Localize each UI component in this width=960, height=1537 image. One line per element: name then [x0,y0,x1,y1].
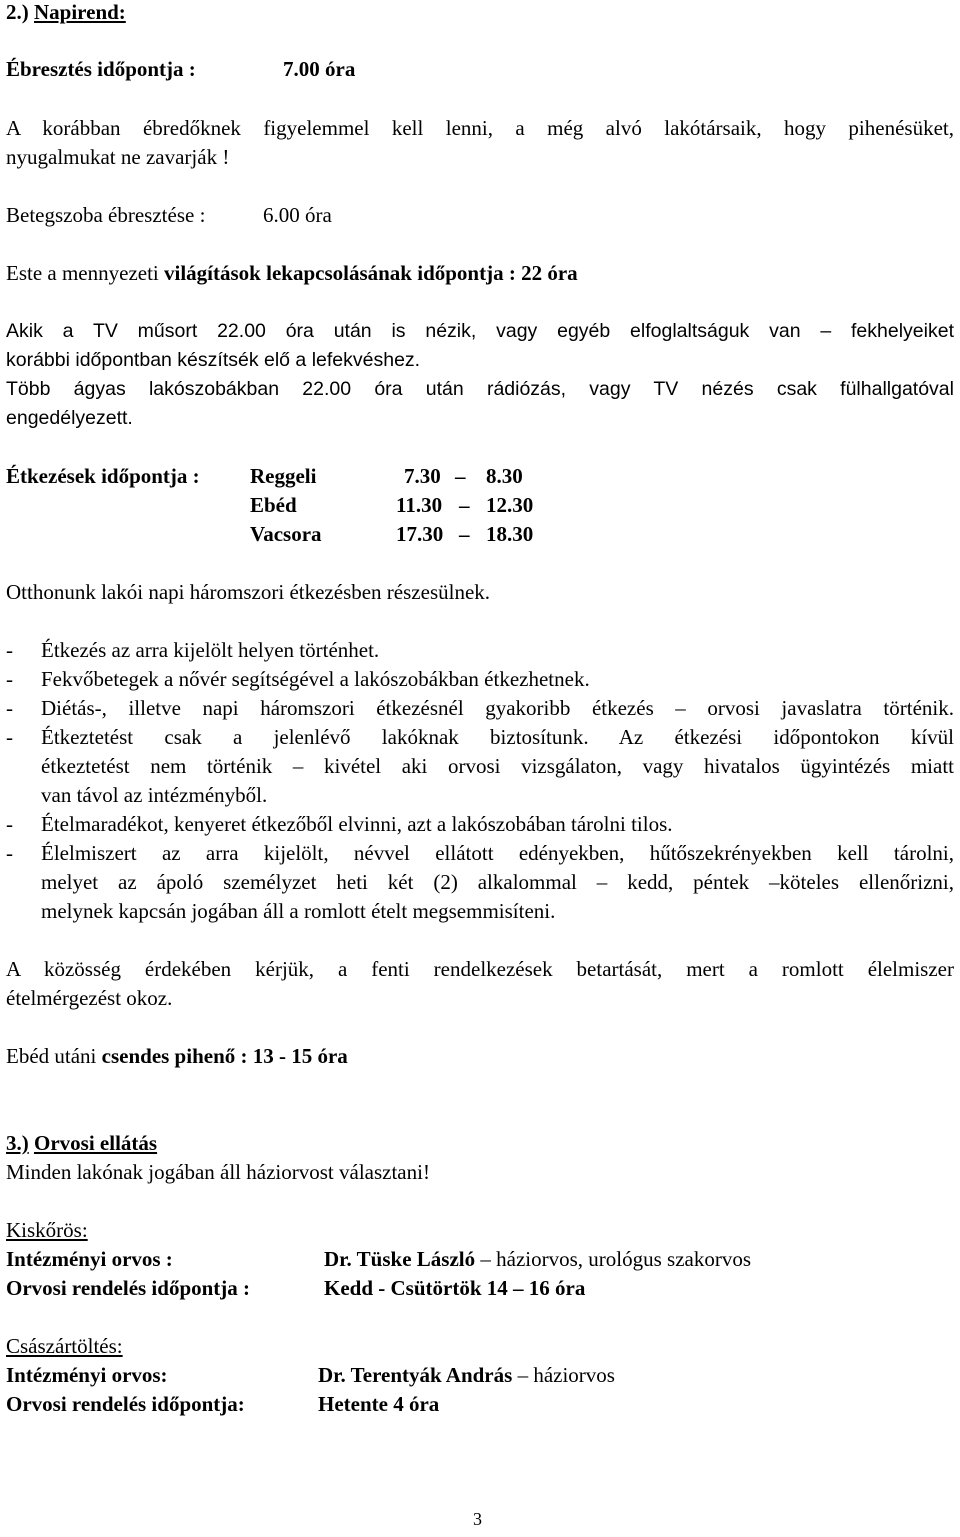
meal-sep-dinner: – [459,522,470,546]
doctor-line [324,1247,751,1271]
meal-from-breakfast: 7.30 [404,464,441,488]
meals-note: Otthonunk lakói napi háromszori étkezésben részesülnek. [6,580,491,604]
tv-line-2: korábbi időpontban készítsék elő a lefekvéshez. [6,349,421,371]
early-risers-line-1: A korábban ébredőknek figyelemmel kell lenni, a még alvó lakótársaik, hogy pihenésüket, [6,116,954,140]
doctor-line [318,1363,615,1387]
section-number: 2.) [6,0,29,24]
meal-to-breakfast: 8.30 [486,464,523,488]
meal-from-lunch: 11.30 [396,493,443,517]
doctor-role: – háziorvos [517,1363,615,1387]
bullet-5: Ételmaradékot, kenyeret étkezőből elvinni, azt a lakószobában tárolni tilos. [41,812,673,836]
bullet-dash: - [6,841,13,865]
meal-name-dinner: Vacsora [250,522,322,546]
site-name: Császártöltés: [6,1334,123,1358]
meal-sep-breakfast: – [455,464,466,488]
section-title: Napirend: [34,0,126,24]
rest-bold: csendes pihenő : 13 - 15 óra [101,1044,348,1068]
meal-from-dinner: 17.30 [396,522,444,546]
tv-line-3: Több ágyas lakószobákban 22.00 óra után rádiózás, vagy TV nézés csak fülhallgatóval [6,378,954,400]
bullet-4-line-1: Étkeztetést csak a jelenlévő lakóknak biztosítunk. Az étkezési időpontokon kívül [41,725,954,749]
meals-label: Étkezések időpontja : [6,464,200,488]
section-heading [6,0,126,24]
bullet-1: Étkezés az arra kijelölt helyen történhet. [41,638,380,662]
early-risers-line-2: nyugalmukat ne zavarják ! [6,145,230,169]
section-heading [6,1131,157,1155]
tv-line-1: Akik a TV műsort 22.00 óra után is nézik, vagy egyéb elfoglaltságuk van – fekhelyeiket [6,320,954,342]
rest-line [6,1044,348,1068]
tv-line-4: engedélyezett. [6,407,133,429]
doctor-name: Dr. Tüske László [324,1247,476,1271]
bullet-dash: - [6,667,13,691]
doctor-label: Intézményi orvos: [6,1363,168,1387]
sickroom-label: Betegszoba ébresztése : [6,203,206,227]
hours-value: Kedd - Csütörtök 14 – 16 óra [324,1276,586,1300]
sickroom-time: 6.00 óra [263,203,332,227]
meal-name-breakfast: Reggeli [250,464,317,488]
page-number: 3 [473,1509,482,1529]
bullet-4-line-3: van távol az intézményből. [41,783,268,807]
meal-name-lunch: Ebéd [250,493,297,517]
bullet-6-line-3: melynek kapcsán jogában áll a romlott ételt megsemmisíteni. [41,899,556,923]
wakeup-time: 7.00 óra [283,57,356,81]
section-number: 3.) [6,1131,29,1155]
section3-intro: Minden lakónak jogában áll háziorvost választani! [6,1160,430,1184]
bullet-dash: - [6,725,13,749]
wakeup-label: Ébresztés időpontja : [6,57,196,81]
bullet-3: Diétás-, illetve napi háromszori étkezésnél gyakoribb étkezés – orvosi javaslatra történik. [41,696,954,720]
bullet-6-line-1: Élelmiszert az arra kijelölt, névvel ellátott edényekben, hűtőszekrényekben kell tárolni, [41,841,954,865]
meal-sep-lunch: – [459,493,470,517]
hours-value: Hetente 4 óra [318,1392,440,1416]
bullet-6-line-2: melyet az ápoló személyzet heti két (2) alkalommal – kedd, péntek –köteles ellenőrizni, [41,870,954,894]
bullet-2: Fekvőbetegek a nővér segítségével a lakószobákban étkezhetnek. [41,667,590,691]
bullet-dash: - [6,812,13,836]
doctor-role: – háziorvos, urológus szakorvos [480,1247,751,1271]
lights-off-prefix: Este a mennyezeti [6,261,159,285]
doctor-label: Intézményi orvos : [6,1247,173,1271]
hours-label: Orvosi rendelés időpontja: [6,1392,245,1416]
site-name: Kiskőrös: [6,1218,88,1242]
community-line-2: ételmérgezést okoz. [6,986,173,1010]
section-title: Orvosi ellátás [34,1131,158,1155]
bullet-4-line-2: étkeztetést nem történik – kivétel aki orvosi vizsgálaton, vagy hivatalos ügyintézés miatt [41,754,954,778]
hours-label: Orvosi rendelés időpontja : [6,1276,251,1300]
meal-to-lunch: 12.30 [486,493,534,517]
lights-off-bold: világítások lekapcsolásának időpontja : 22 óra [164,261,578,285]
community-line-1: A közösség érdekében kérjük, a fenti rendelkezések betartását, mert a romlott élelmiszer [6,957,954,981]
lights-off-line [6,261,578,285]
doctor-name: Dr. Terentyák András [318,1363,513,1387]
bullet-dash: - [6,638,13,662]
bullet-dash: - [6,696,13,720]
rest-prefix: Ebéd utáni [6,1044,97,1068]
meal-to-dinner: 18.30 [486,522,534,546]
